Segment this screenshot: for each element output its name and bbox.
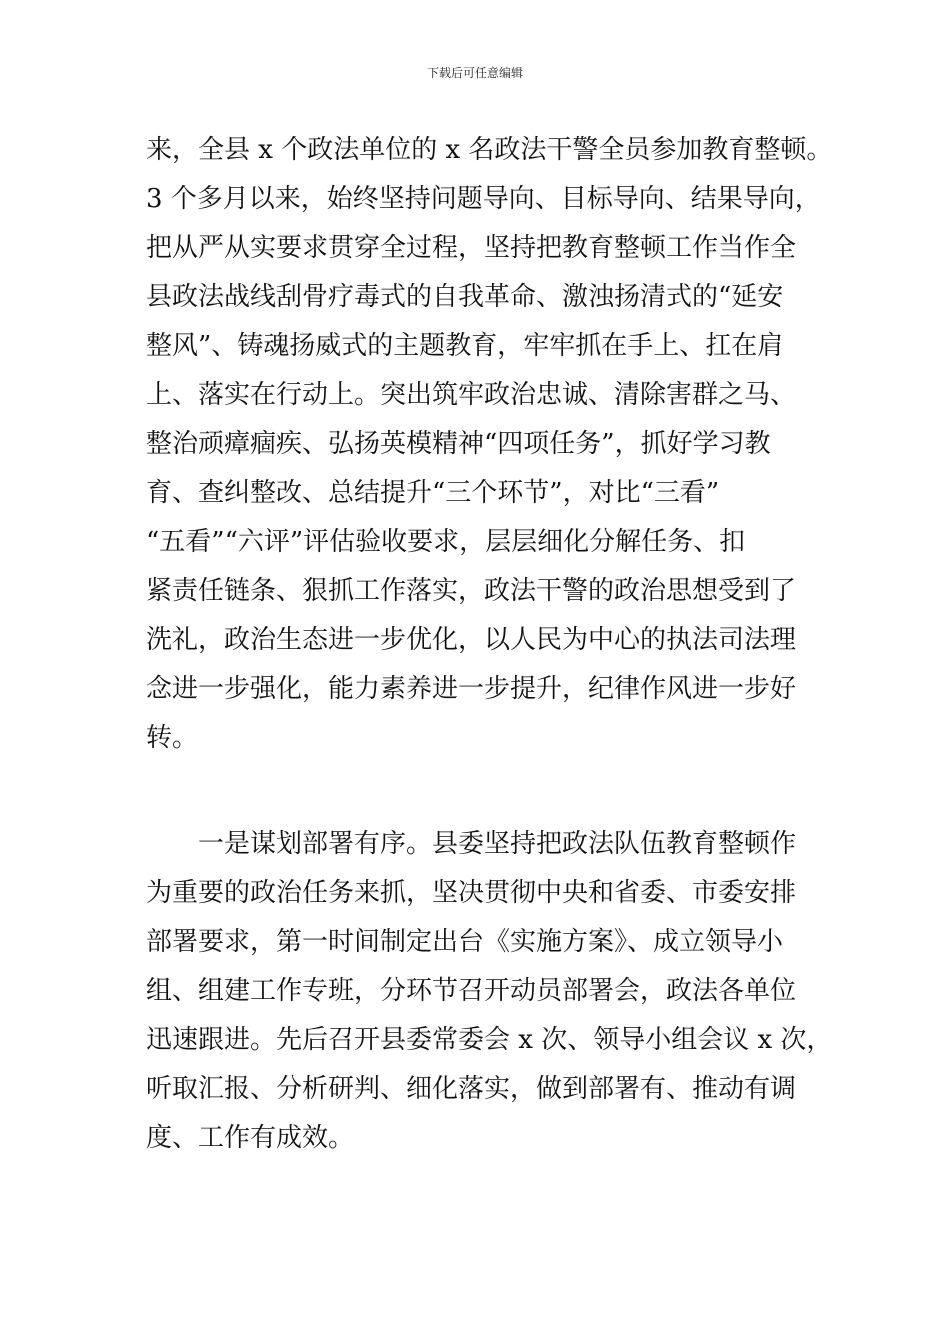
text-line: 转。 — [146, 723, 199, 753]
text-line: 为重要的政治任务来抓，坚决贯彻中央和省委、市委安排 — [146, 878, 797, 908]
text-line: 洗礼，政治生态进一步优化，以人民为中心的执法司法理 — [146, 625, 797, 655]
text-line: 3 个多月以来，始终坚持问题导向、目标导向、结果导向， — [146, 184, 821, 214]
text-line: 部署要求，第一时间制定出台《实施方案》、成立领导小 — [146, 927, 784, 957]
header-note: 下载后可任意编辑 — [426, 66, 523, 80]
text-line: 来，全县 x 个政法单位的 x 名政法干警全员参加教育整顿。 — [146, 135, 833, 165]
text-line: 育、查纠整改、总结提升“三个环节”，对比“三看” — [146, 478, 720, 508]
text-line: 念进一步强化，能力素养进一步提升，纪律作风进一步好 — [146, 674, 797, 704]
text-line: 上、落实在行动上。突出筑牢政治忠诚、清除害群之马、 — [146, 380, 797, 410]
text-line: 度、工作有成效。 — [146, 1123, 355, 1153]
text-line: 一是谋划部署有序。县委坚持把政法队伍教育整顿作 — [198, 829, 797, 859]
text-line: 整风”、铸魂扬威式的主题教育，牢牢抓在手上、扛在肩 — [146, 331, 784, 361]
paragraph-2 — [146, 820, 846, 1163]
text-line: 听取汇报、分析研判、细化落实，做到部署有、推动有调 — [146, 1074, 797, 1104]
paragraph-1 — [146, 126, 846, 763]
text-line: 组、组建工作专班，分环节召开动员部署会，政法各单位 — [146, 976, 797, 1006]
text-line: 迅速跟进。先后召开县委常委会 x 次、领导小组会议 x 次， — [146, 1025, 833, 1055]
text-line: 县政法战线刮骨疗毒式的自我革命、激浊扬清式的“延安 — [146, 282, 784, 312]
text-line: “五看”“六评”评估验收要求，层层细化分解任务、扣 — [146, 527, 746, 557]
text-line: 紧责任链条、狠抓工作落实，政法干警的政治思想受到了 — [146, 576, 797, 606]
text-line: 整治顽瘴痼疾、弘扬英模精神“四项任务”，抓好学习教 — [146, 429, 771, 459]
text-line: 把从严从实要求贯穿全过程，坚持把教育整顿工作当作全 — [146, 233, 797, 263]
